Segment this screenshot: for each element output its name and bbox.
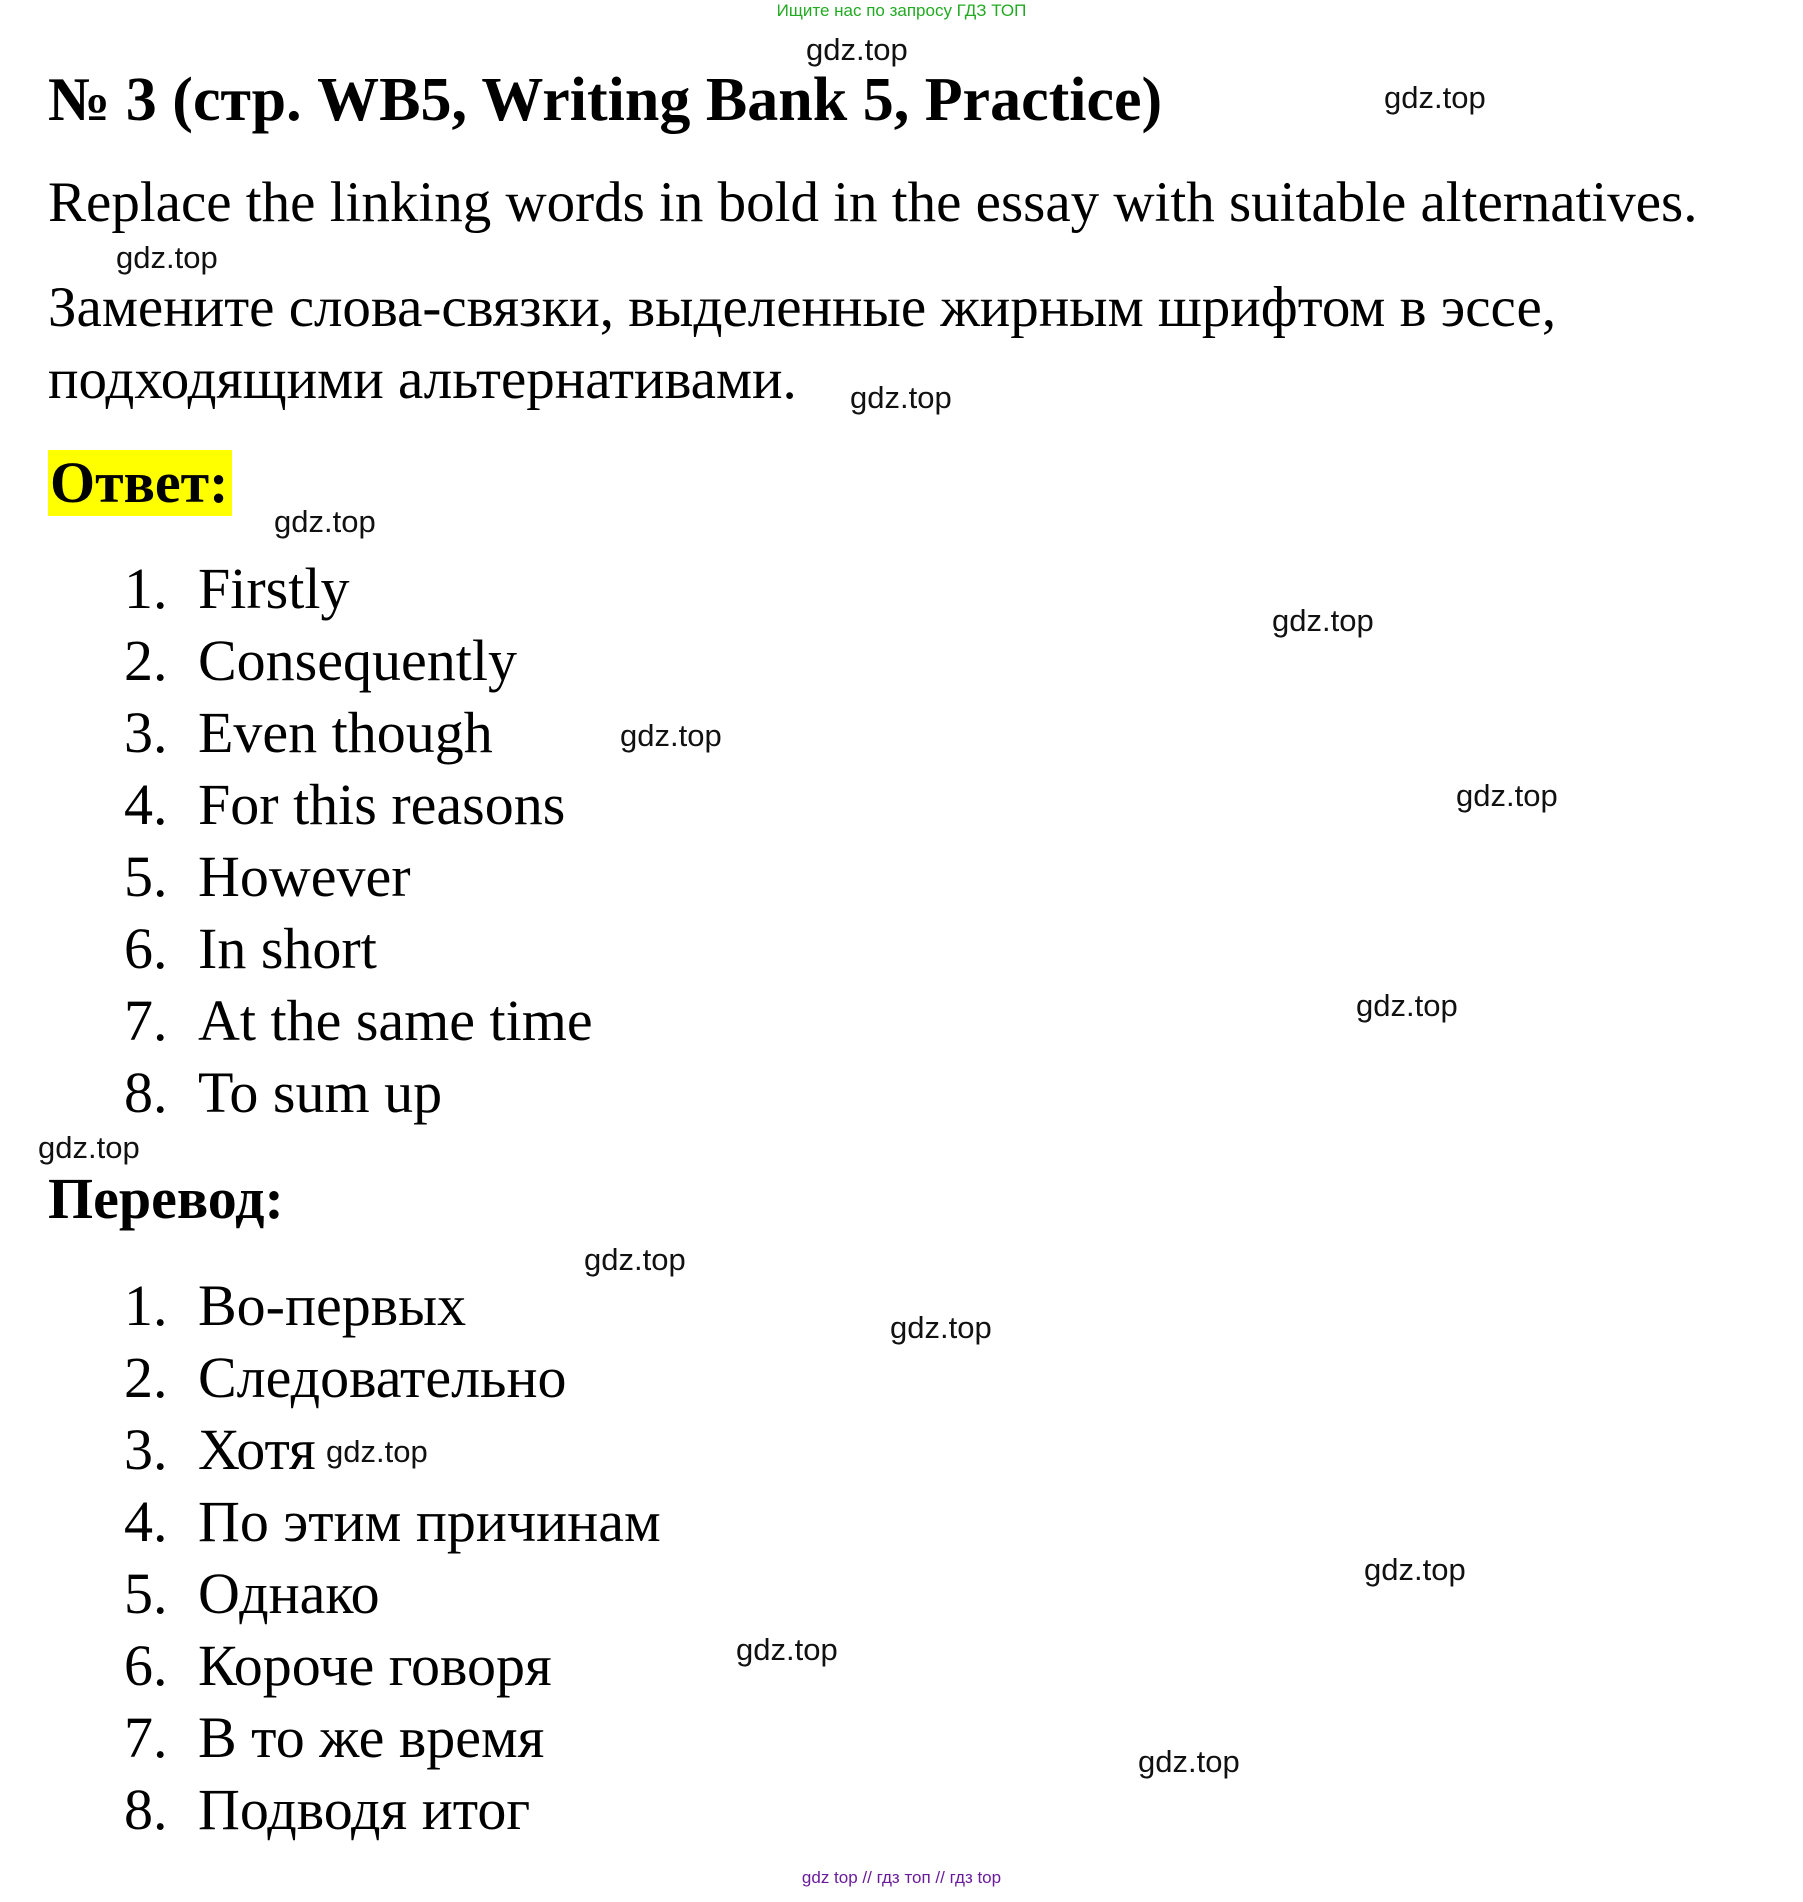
watermark: gdz.top [1138, 1744, 1240, 1779]
translation-heading: Перевод: [48, 1166, 284, 1231]
translation-number: 2. [124, 1345, 168, 1410]
answer-number: 6. [124, 916, 168, 981]
translation-number: 8. [124, 1777, 168, 1842]
task-instruction-russian: Замените слова-связки, выделенные жирным шрифтом в эссе, подходящими альтернативами. [48, 276, 1557, 411]
answer-text: Firstly [198, 556, 350, 621]
answer-text: For this reasons [198, 772, 566, 837]
bottom-site-note: gdz top // гдз топ // гдз top [801, 1868, 1002, 1887]
translation-number: 6. [124, 1633, 168, 1698]
watermark: gdz.top [116, 240, 218, 275]
answer-number: 5. [124, 844, 168, 909]
answer-text: Even though [198, 700, 493, 765]
translation-text: Однако [198, 1561, 380, 1626]
translation-text: По этим причинам [198, 1489, 661, 1554]
answer-heading: Ответ: [48, 450, 232, 516]
watermark: gdz.top [890, 1310, 992, 1345]
translation-number: 3. [124, 1417, 168, 1482]
answer-number: 3. [124, 700, 168, 765]
watermark: gdz.top [1456, 778, 1558, 813]
watermark: gdz.top [1384, 80, 1486, 115]
answer-number: 8. [124, 1060, 168, 1125]
watermark: gdz.top [584, 1242, 686, 1277]
exercise-title: № 3 (стр. WB5, Writing Bank 5, Practice) [48, 66, 1163, 134]
translation-text: Короче говоря [198, 1633, 552, 1698]
answer-number: 1. [124, 556, 168, 621]
answer-text: Consequently [198, 628, 517, 693]
watermark: gdz.top [620, 718, 722, 753]
watermark: gdz.top [1272, 603, 1374, 638]
watermark: gdz.top [38, 1130, 140, 1165]
watermark: gdz.top [326, 1434, 428, 1469]
translation-number: 1. [124, 1273, 168, 1338]
translation-number: 4. [124, 1489, 168, 1554]
watermark: gdz.top [736, 1632, 838, 1667]
answer-text: To sum up [198, 1060, 443, 1125]
task-instruction-english: Replace the linking words in bold in the essay with suitable alternatives. [48, 171, 1698, 234]
translation-text: Хотя [198, 1417, 316, 1482]
translation-text: Подводя итог [198, 1777, 531, 1842]
watermark: gdz.top [806, 32, 908, 67]
watermark: gdz.top [850, 380, 952, 415]
translation-text: Следовательно [198, 1345, 567, 1410]
translation-number: 5. [124, 1561, 168, 1626]
answer-number: 7. [124, 988, 168, 1053]
watermark: gdz.top [1356, 988, 1458, 1023]
answer-number: 4. [124, 772, 168, 837]
translation-text: Во-первых [198, 1273, 467, 1338]
answer-number: 2. [124, 628, 168, 693]
answer-text: However [198, 844, 411, 909]
watermark: gdz.top [1364, 1552, 1466, 1587]
watermark: gdz.top [274, 504, 376, 539]
top-search-note: Ищите нас по запросу ГДЗ ТОП [776, 1, 1027, 20]
translation-number: 7. [124, 1705, 168, 1770]
answer-text: In short [198, 916, 377, 981]
translation-text: В то же время [198, 1705, 545, 1770]
answer-text: At the same time [198, 988, 593, 1053]
